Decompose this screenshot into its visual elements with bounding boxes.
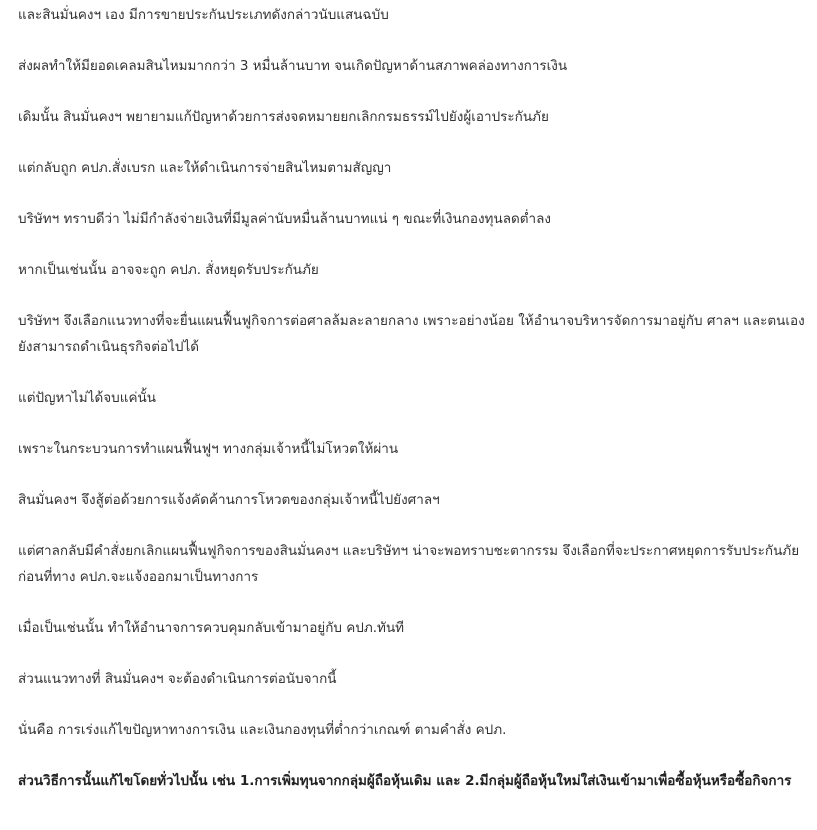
- paragraph: ส่วนแนวทางที่ สินมั่นคงฯ จะต้องดำเนินการต่อนับจากนี้: [18, 671, 337, 687]
- bold-paragraph: ส่วนวิธีการนั้นแก้ไขโดยทั่วไปนั้น เช่น 1.การเพิ่มทุนจากกลุ่มผู้ถือหุ้นเดิม และ 2.มีกลุ่มผู้ถือหุ้นใหม่ใส่เงินเข้ามาเพื่อซื้อหุ้นหรือซื้อกิจการ: [18, 773, 792, 789]
- paragraph: สินมั่นคงฯ จึงสู้ต่อด้วยการแจ้งคัดค้านการโหวตของกลุ่มเจ้าหนี้ไปยังศาลฯ: [18, 492, 440, 508]
- paragraph: เมื่อเป็นเช่นนั้น ทำให้อำนาจการควบคุมกลับเข้ามาอยู่กับ คปภ.ทันที: [18, 620, 405, 636]
- paragraph: นั่นคือ การเร่งแก้ไขปัญหาทางการเงิน และเงินกองทุนที่ต่ำกว่าเกณฑ์ ตามคำสั่ง คปภ.: [18, 722, 507, 738]
- paragraph: แต่กลับถูก คปภ.สั่งเบรก และให้ดำเนินการจ่ายสินไหมตามสัญญา: [18, 160, 392, 176]
- paragraph: เดิมนั้น สินมั่นคงฯ พยายามแก้ปัญหาด้วยการส่งจดหมายยกเลิกกรมธรรม์ไปยังผู้เอาประกันภัย: [18, 109, 549, 125]
- paragraph: เพราะในกระบวนการทำแผนฟื้นฟูฯ ทางกลุ่มเจ้าหนี้ไม่โหวตให้ผ่าน: [18, 441, 399, 457]
- paragraph: บริษัทฯ จึงเลือกแนวทางที่จะยื่นแผนฟื้นฟูกิจการต่อศาลล้มละลายกลาง เพราะอย่างน้อย ให้อำนาจบริหารจัดการมาอยู่กับ ศาลฯ และตนเองยังสามารถดำเนินธุรกิจต่อไปได้: [18, 313, 805, 355]
- paragraph: และสินมั่นคงฯ เอง มีการขายประกันประเภทดังกล่าวนับแสนฉบับ: [18, 7, 389, 23]
- paragraph: หากเป็นเช่นนั้น อาจจะถูก คปภ. สั่งหยุดรับประกันภัย: [18, 262, 319, 278]
- paragraph: ส่งผลทำให้มียอดเคลมสินไหมมากกว่า 3 หมื่นล้านบาท จนเกิดปัญหาด้านสภาพคล่องทางการเงิน: [18, 58, 568, 74]
- paragraph: แต่ปัญหาไม่ได้จบแค่นั้น: [18, 390, 156, 406]
- paragraph: บริษัทฯ ทราบดีว่า ไม่มีกำลังจ่ายเงินที่มีมูลค่านับหมื่นล้านบาทแน่ ๆ ขณะที่เงินกองทุนลดต่ำลง: [18, 211, 551, 227]
- paragraph: แต่ศาลกลับมีคำสั่งยกเลิกแผนฟื้นฟูกิจการของสินมั่นคงฯ และบริษัทฯ น่าจะพอทราบชะตากรรม จึงเลือกที่จะประกาศหยุดการรับประกันภัยก่อนที่ทาง คปภ.จะแจ้งออกมาเป็นทางการ: [18, 543, 800, 585]
